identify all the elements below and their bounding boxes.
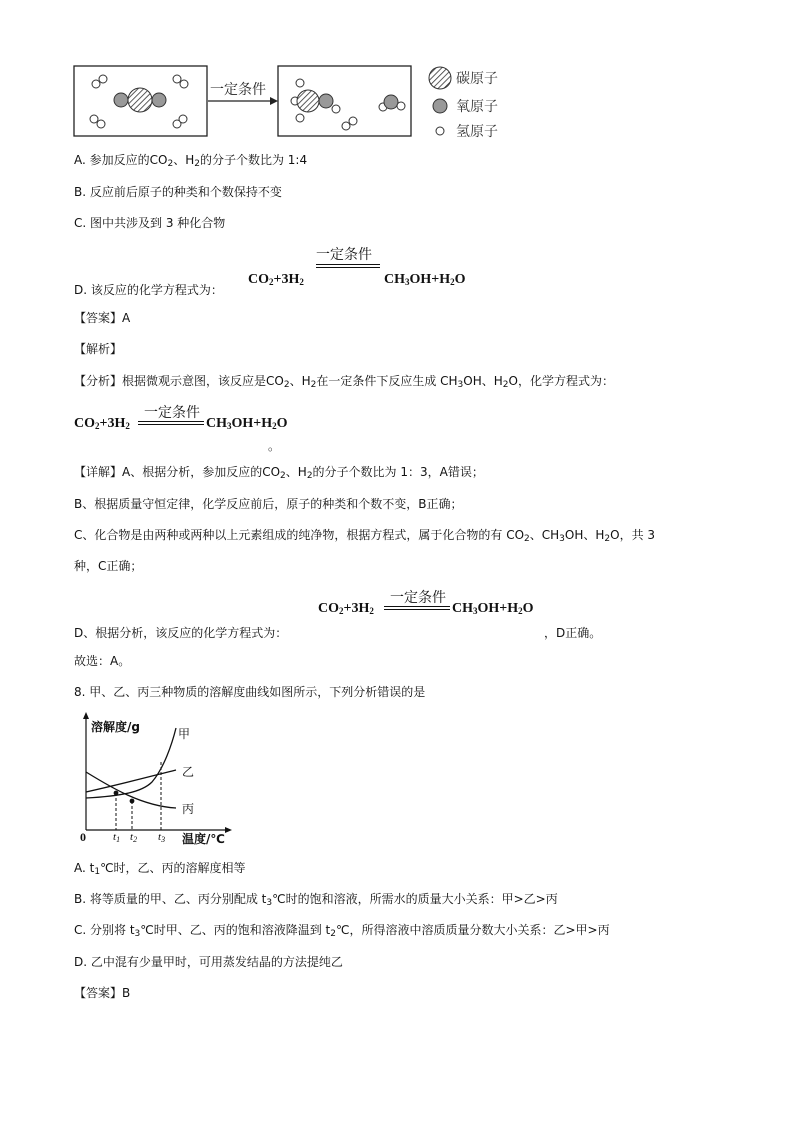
svg-text:氢原子: 氢原子 (456, 124, 498, 140)
q8-option-c: C. 分别将 $t_3℃$时甲、乙、丙的饱和溶液降温到 $t_2℃$，所得溶液中溶质质量分数大小关系：乙>甲>丙 (74, 923, 610, 939)
arrow-label: 一定条件 (210, 82, 266, 98)
oxygen-legend-icon (433, 99, 447, 113)
tick-t1: t1 (113, 831, 121, 844)
series-jia-label: 甲 (178, 727, 191, 741)
option-d-label: D. 该反应的化学方程式为： (74, 283, 223, 297)
answer-8: 【答案】B (74, 986, 131, 1000)
detail-d-post: ，D正确。 (544, 626, 602, 640)
y-axis-label: 溶解度/g (91, 720, 140, 734)
equation-detail-d: 一定条件 $CO_2+3H_2$ $CH_3OH+H_2O$ (318, 590, 534, 616)
svg-text:碳原子: 碳原子 (456, 71, 498, 87)
detail-d-pre: D、根据分析，该反应的化学方程式为： (74, 626, 288, 640)
origin-label: 0 (80, 830, 86, 844)
equation-analysis: 一定条件 $CO_2+3H_2$ $CH_3OH+H_2O$ (74, 405, 288, 431)
series-yi-curve (86, 770, 176, 792)
question-8-stem: 8. 甲、乙、丙三种物质的溶解度曲线如图所示，下列分析错误的是 (74, 685, 426, 699)
q8-option-b: B. 将等质量的甲、乙、丙分别配成 $t_3℃$时的饱和溶液，所需水的质量大小关系：甲>乙>丙 (74, 892, 558, 908)
equation-option-d: 一定条件 $CO_2+3H_2$ $CH_3OH+H_2O$ (248, 247, 466, 287)
option-a: A. 参加反应的$CO_2$、$H_2$的分子个数比为 1:4 (74, 153, 308, 169)
reaction-diagram (70, 60, 530, 144)
answer-7: 【答案】A (74, 311, 131, 325)
tick-t2: t2 (130, 831, 138, 844)
series-bing-label: 丙 (182, 802, 195, 816)
hydrogen-legend-icon (436, 127, 444, 135)
detail-c-line2: 种，C正确； (74, 559, 143, 573)
q8-option-a: A. $t_1℃$时，乙、丙的溶解度相等 (74, 861, 246, 877)
detail-c-line1: C、化合物是由两种或两种以上元素组成的纯净物，根据方程式，属于化合物的有 $CO_2$、$CH_3OH$、$H_2O$，共 3 (74, 528, 656, 544)
option-c: C. 图中共涉及到 3 种化合物 (74, 216, 226, 230)
analysis-text: 【分析】根据微观示意图，该反应是$CO_2$、$H_2$在一定条件下反应生成 $CH_3OH$、$H_2O$，化学方程式为： (74, 374, 614, 390)
x-axis-label: 温度/℃ (182, 832, 225, 846)
series-jia-curve (86, 728, 176, 798)
q8-option-d: D. 乙中混有少量甲时，可用蒸发结晶的方法提纯乙 (74, 955, 343, 969)
solubility-chart (72, 712, 232, 848)
detail-a: 【详解】A、根据分析，参加反应的$CO_2$、$H_2$的分子个数比为 1：3，A错误； (74, 465, 484, 481)
analysis-period: 。 (268, 439, 281, 453)
carbon-legend-icon (429, 67, 451, 89)
analysis-heading: 【解析】 (74, 342, 123, 356)
series-yi-label: 乙 (182, 765, 195, 779)
svg-text:氧原子: 氧原子 (456, 99, 498, 115)
final-choice: 故选：A。 (74, 654, 131, 668)
tick-t3: t3 (158, 831, 166, 844)
detail-b: B、根据质量守恒定律，化学反应前后，原子的种类和个数不变，B正确； (74, 497, 463, 511)
option-b: B. 反应前后原子的种类和个数保持不变 (74, 185, 282, 199)
